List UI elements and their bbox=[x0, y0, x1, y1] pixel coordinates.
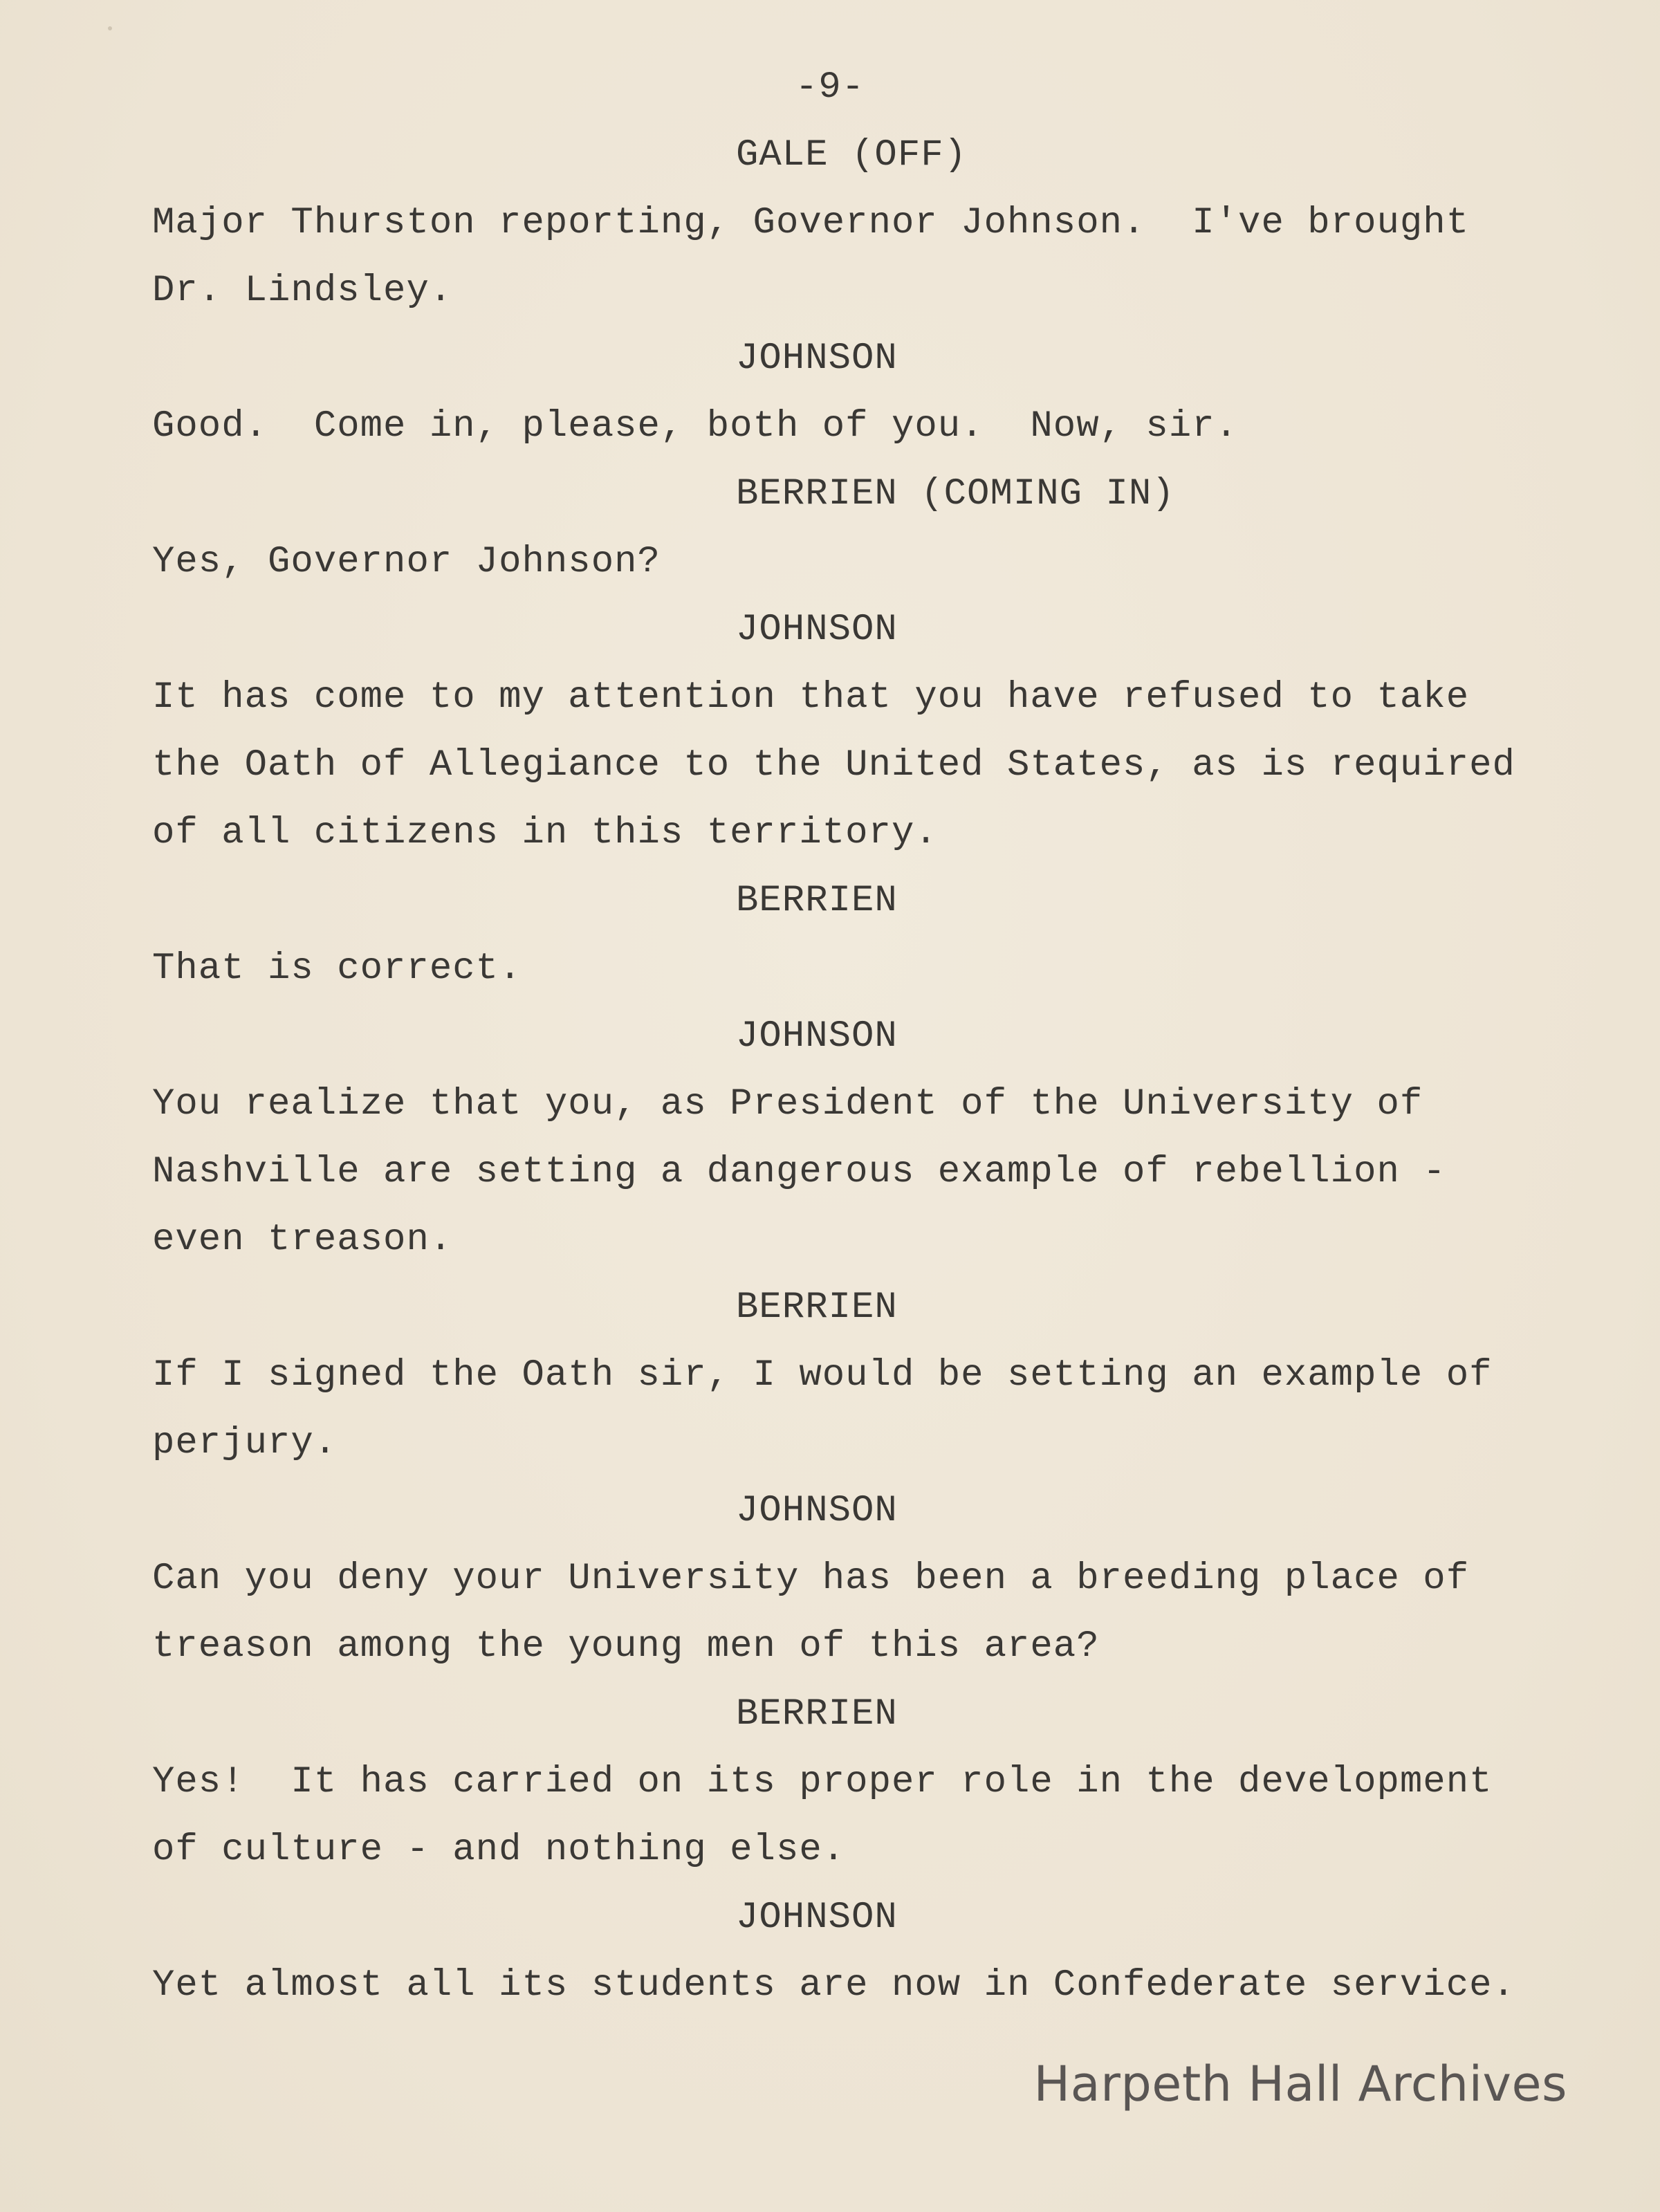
dialogue-line: Yes, Governor Johnson? bbox=[152, 541, 661, 583]
speaker-cue: BERRIEN bbox=[736, 1287, 898, 1329]
dialogue-line: Nashville are setting a dangerous example of rebellion - bbox=[152, 1151, 1446, 1193]
speaker-cue: BERRIEN (COMING IN) bbox=[736, 473, 1175, 515]
dialogue-line: Yet almost all its students are now in Confederate service. bbox=[152, 1964, 1515, 2007]
speaker-cue: BERRIEN bbox=[736, 880, 898, 922]
speaker-cue: JOHNSON bbox=[736, 1015, 898, 1058]
speaker-cue: JOHNSON bbox=[736, 338, 898, 380]
speaker-cue: BERRIEN bbox=[736, 1693, 898, 1735]
dialogue-line: perjury. bbox=[152, 1422, 338, 1464]
dialogue-line: the Oath of Allegiance to the United States, as is required bbox=[152, 744, 1515, 786]
dialogue-line: You realize that you, as President of the University of bbox=[152, 1083, 1423, 1125]
dialogue-line: even treason. bbox=[152, 1219, 453, 1261]
speaker-cue: GALE (OFF) bbox=[736, 134, 968, 176]
speaker-cue: JOHNSON bbox=[736, 1490, 898, 1532]
dialogue-line: That is correct. bbox=[152, 948, 522, 990]
dialogue-line: It has come to my attention that you have refused to take bbox=[152, 676, 1470, 719]
dialogue-line: of all citizens in this territory. bbox=[152, 812, 938, 854]
dialogue-line: Good. Come in, please, both of you. Now, sir. bbox=[152, 405, 1239, 448]
script-body bbox=[152, 122, 1536, 2020]
speaker-cue: JOHNSON bbox=[736, 1897, 898, 1939]
dialogue-line: Can you deny your University has been a breeding place of bbox=[152, 1558, 1470, 1600]
dialogue-line: of culture - and nothing else. bbox=[152, 1829, 846, 1871]
page-number: -9- bbox=[795, 66, 865, 109]
dialogue-line: Yes! It has carried on its proper role in the development bbox=[152, 1761, 1493, 1803]
paper-speck bbox=[108, 26, 112, 30]
dialogue-line: Dr. Lindsley. bbox=[152, 270, 453, 312]
dialogue-line: Major Thurston reporting, Governor Johnson. I've brought bbox=[152, 202, 1470, 244]
dialogue-line: treason among the young men of this area? bbox=[152, 1625, 1100, 1668]
archive-watermark: Harpeth Hall Archives bbox=[1033, 2056, 1567, 2112]
speaker-cue: JOHNSON bbox=[736, 609, 898, 651]
dialogue-line: If I signed the Oath sir, I would be setting an example of bbox=[152, 1354, 1493, 1397]
